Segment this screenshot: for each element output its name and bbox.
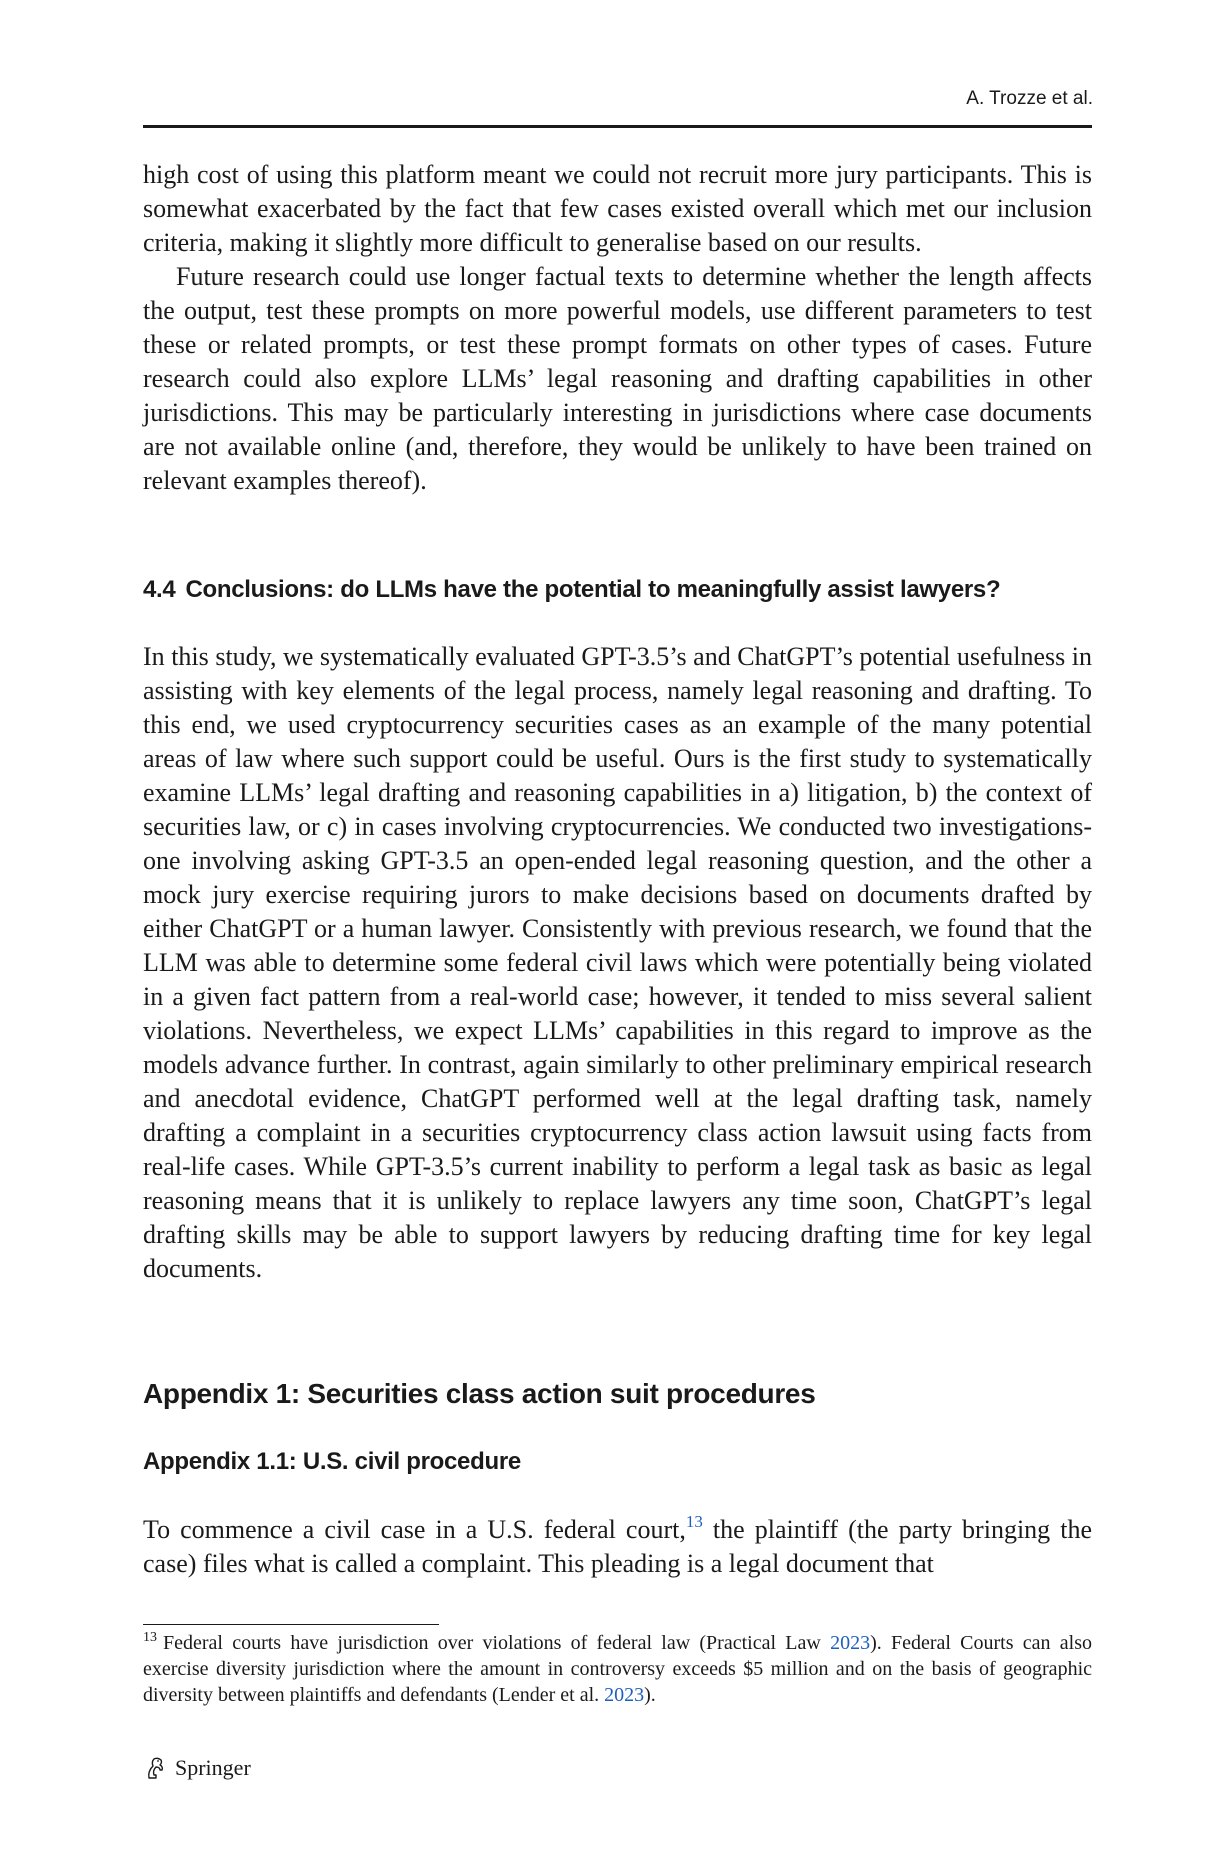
paragraph: [143, 1513, 1092, 1581]
paragraph: high cost of using this platform meant we could not recruit more jury participants. This is somewhat exacerbated by the fact that few cases existed overall which met our inclusion criteria, making it slightly more difficult to generalise based on our results.: [143, 160, 1092, 257]
paragraph: In this study, we systematically evaluated GPT-3.5’s and ChatGPT’s potential usefulness in assisting with key elements of the legal process, namely legal reasoning and drafting. To this end, we used cryptocurrency securities cases as an example of the many potential areas of law where such support could be useful. Ours is the first study to systematically examine LLMs’ legal drafting and reasoning capabilities in a) litigation, b) the context of securities law, or c) in cases involving cryptocurrencies. We conducted two investigations-one involving asking GPT-3.5 an open-ended legal reasoning question, and the other a mock jury exercise requiring jurors to make decisions based on documents drafted by either ChatGPT or a human lawyer. Consistently with previous research, we found that the LLM was able to determine some federal civil laws which were potentially being violated in a given fact pattern from a real-world case; however, it tended to miss several salient violations. Nevertheless, we expect LLMs’ capabilities in this regard to improve as the models advance further. In contrast, again similarly to other preliminary empirical research and anecdotal evidence, ChatGPT performed well at the legal drafting task, namely drafting a complaint in a securities cryptocurrency class action lawsuit using facts from real-life cases. While GPT-3.5’s current inability to perform a legal task as basic as legal reasoning means that it is unlikely to replace lawyers any time soon, ChatGPT’s legal drafting skills may be able to support lawyers by reducing drafting time for key legal documents.: [143, 642, 1092, 1283]
header-rule: [143, 125, 1092, 128]
running-head: A. Trozze et al.: [966, 88, 1093, 109]
footnote-reference-link[interactable]: 13: [685, 1512, 703, 1531]
text-block-conclusions: [143, 640, 1092, 1286]
publisher-footer: [143, 1755, 251, 1781]
citation-link[interactable]: 2023: [604, 1684, 645, 1706]
appendix-subheading: Appendix 1.1: U.S. civil procedure: [143, 1448, 521, 1475]
paragraph-text: To commence a civil case in a U.S. federal court,: [143, 1515, 686, 1544]
footnote-text: Federal courts have jurisdiction over violations of federal law (Practical Law: [163, 1632, 831, 1654]
section-title: Conclusions: do LLMs have the potential to meaningfully assist lawyers?: [185, 576, 1001, 603]
footnote: [143, 1630, 1092, 1708]
citation-link[interactable]: 2023: [830, 1632, 871, 1654]
paragraph-text: the plaintiff (the party bringing the case) files what is called a complaint. This pleading is a legal document that: [143, 1515, 1092, 1578]
springer-horse-icon: [143, 1755, 169, 1781]
appendix-heading: Appendix 1: Securities class action suit procedures: [143, 1378, 816, 1409]
paragraph: Future research could use longer factual texts to determine whether the length affects the output, test these prompts on more powerful models, use different parameters to test these or related prompts, or test these prompt formats on other types of cases. Future research could also explore LLMs’ legal reasoning and drafting capabilities in other jurisdictions. This may be particularly interesting in jurisdictions where case documents are not available online (and, therefore, they would be unlikely to have been trained on relevant examples thereof).: [143, 262, 1092, 495]
publisher-name: Springer: [175, 1755, 251, 1780]
section-heading-4-4: [143, 576, 1000, 604]
text-block-intro: [143, 158, 1092, 498]
footnote-number: 13: [143, 1630, 157, 1645]
footnote-text: ).: [644, 1684, 656, 1706]
section-number: 4.4: [143, 576, 176, 603]
footnote-rule: [143, 1624, 439, 1625]
text-block-appendix: [143, 1513, 1092, 1581]
footnote-text: ). Federal Courts can also exercise diversity jurisdiction where the amount in controversy exceeds $5 million and on the basis of geographic diversity between plaintiffs and defendants (Lender et al.: [143, 1632, 1092, 1706]
